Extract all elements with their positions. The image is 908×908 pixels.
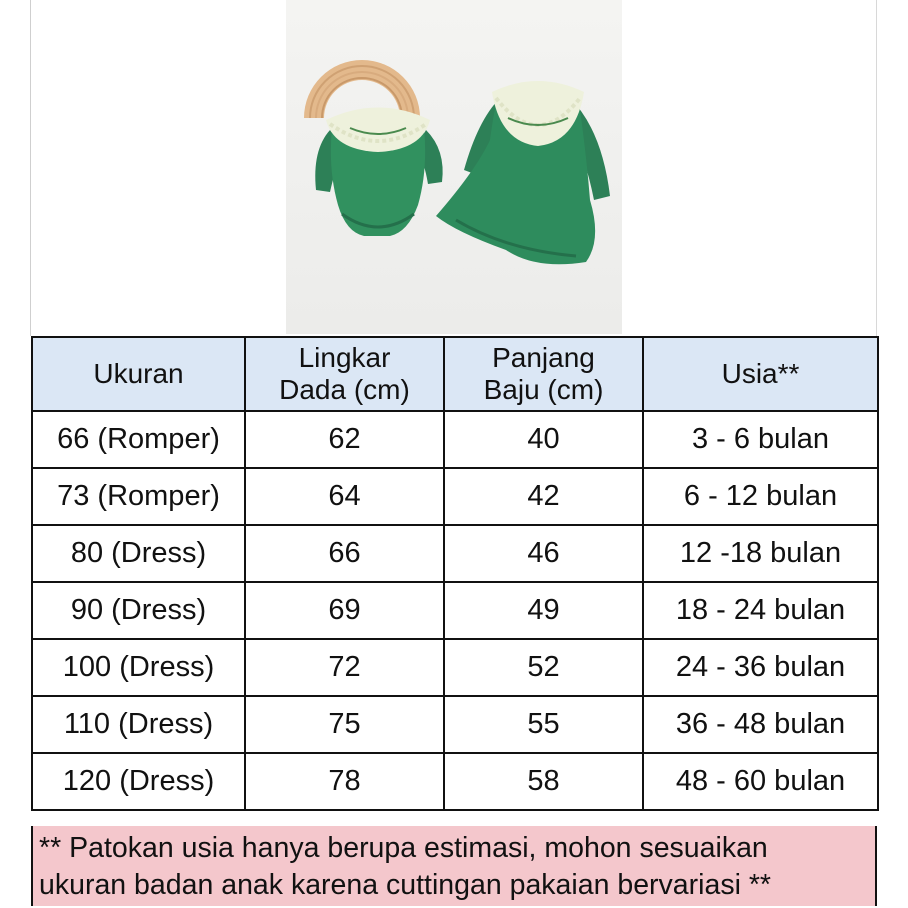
cell-length: 52 xyxy=(444,639,643,696)
cell-size: 120 (Dress) xyxy=(32,753,245,810)
cell-chest: 75 xyxy=(245,696,444,753)
dress-garment xyxy=(436,81,610,264)
cell-length: 42 xyxy=(444,468,643,525)
age-estimate-note: ** Patokan usia hanya berupa estimasi, mohon sesuaikan ukuran badan anak karena cuttingan pakaian bervariasi ** xyxy=(31,826,877,906)
cell-age: 24 - 36 bulan xyxy=(643,639,878,696)
cell-age: 6 - 12 bulan xyxy=(643,468,878,525)
romper-garment xyxy=(315,108,442,237)
cell-chest: 62 xyxy=(245,411,444,468)
table-row xyxy=(32,525,878,582)
page-border-left xyxy=(30,0,31,336)
cell-age: 36 - 48 bulan xyxy=(643,696,878,753)
cell-size: 73 (Romper) xyxy=(32,468,245,525)
cell-size: 66 (Romper) xyxy=(32,411,245,468)
cell-chest: 69 xyxy=(245,582,444,639)
cell-length: 55 xyxy=(444,696,643,753)
header-lingkar-dada: Lingkar Dada (cm) xyxy=(245,337,444,411)
header-panjang-baju: Panjang Baju (cm) xyxy=(444,337,643,411)
cell-age: 18 - 24 bulan xyxy=(643,582,878,639)
table-row xyxy=(32,696,878,753)
cell-age: 12 -18 bulan xyxy=(643,525,878,582)
cell-chest: 78 xyxy=(245,753,444,810)
table-row xyxy=(32,582,878,639)
cell-age: 48 - 60 bulan xyxy=(643,753,878,810)
table-row xyxy=(32,639,878,696)
cell-chest: 72 xyxy=(245,639,444,696)
table-row xyxy=(32,753,878,810)
cell-age: 3 - 6 bulan xyxy=(643,411,878,468)
cell-length: 40 xyxy=(444,411,643,468)
page-border-right xyxy=(876,0,877,336)
cell-size: 90 (Dress) xyxy=(32,582,245,639)
cell-size: 110 (Dress) xyxy=(32,696,245,753)
cell-length: 49 xyxy=(444,582,643,639)
product-photo xyxy=(286,0,622,334)
cell-chest: 64 xyxy=(245,468,444,525)
cell-size: 100 (Dress) xyxy=(32,639,245,696)
table-row xyxy=(32,411,878,468)
table-row xyxy=(32,468,878,525)
cell-length: 46 xyxy=(444,525,643,582)
cell-chest: 66 xyxy=(245,525,444,582)
cell-size: 80 (Dress) xyxy=(32,525,245,582)
table-header-row xyxy=(32,337,878,411)
header-ukuran: Ukuran xyxy=(32,337,245,411)
cell-length: 58 xyxy=(444,753,643,810)
size-chart-table xyxy=(31,336,879,811)
header-usia: Usia** xyxy=(643,337,878,411)
garment-illustration xyxy=(286,0,622,334)
